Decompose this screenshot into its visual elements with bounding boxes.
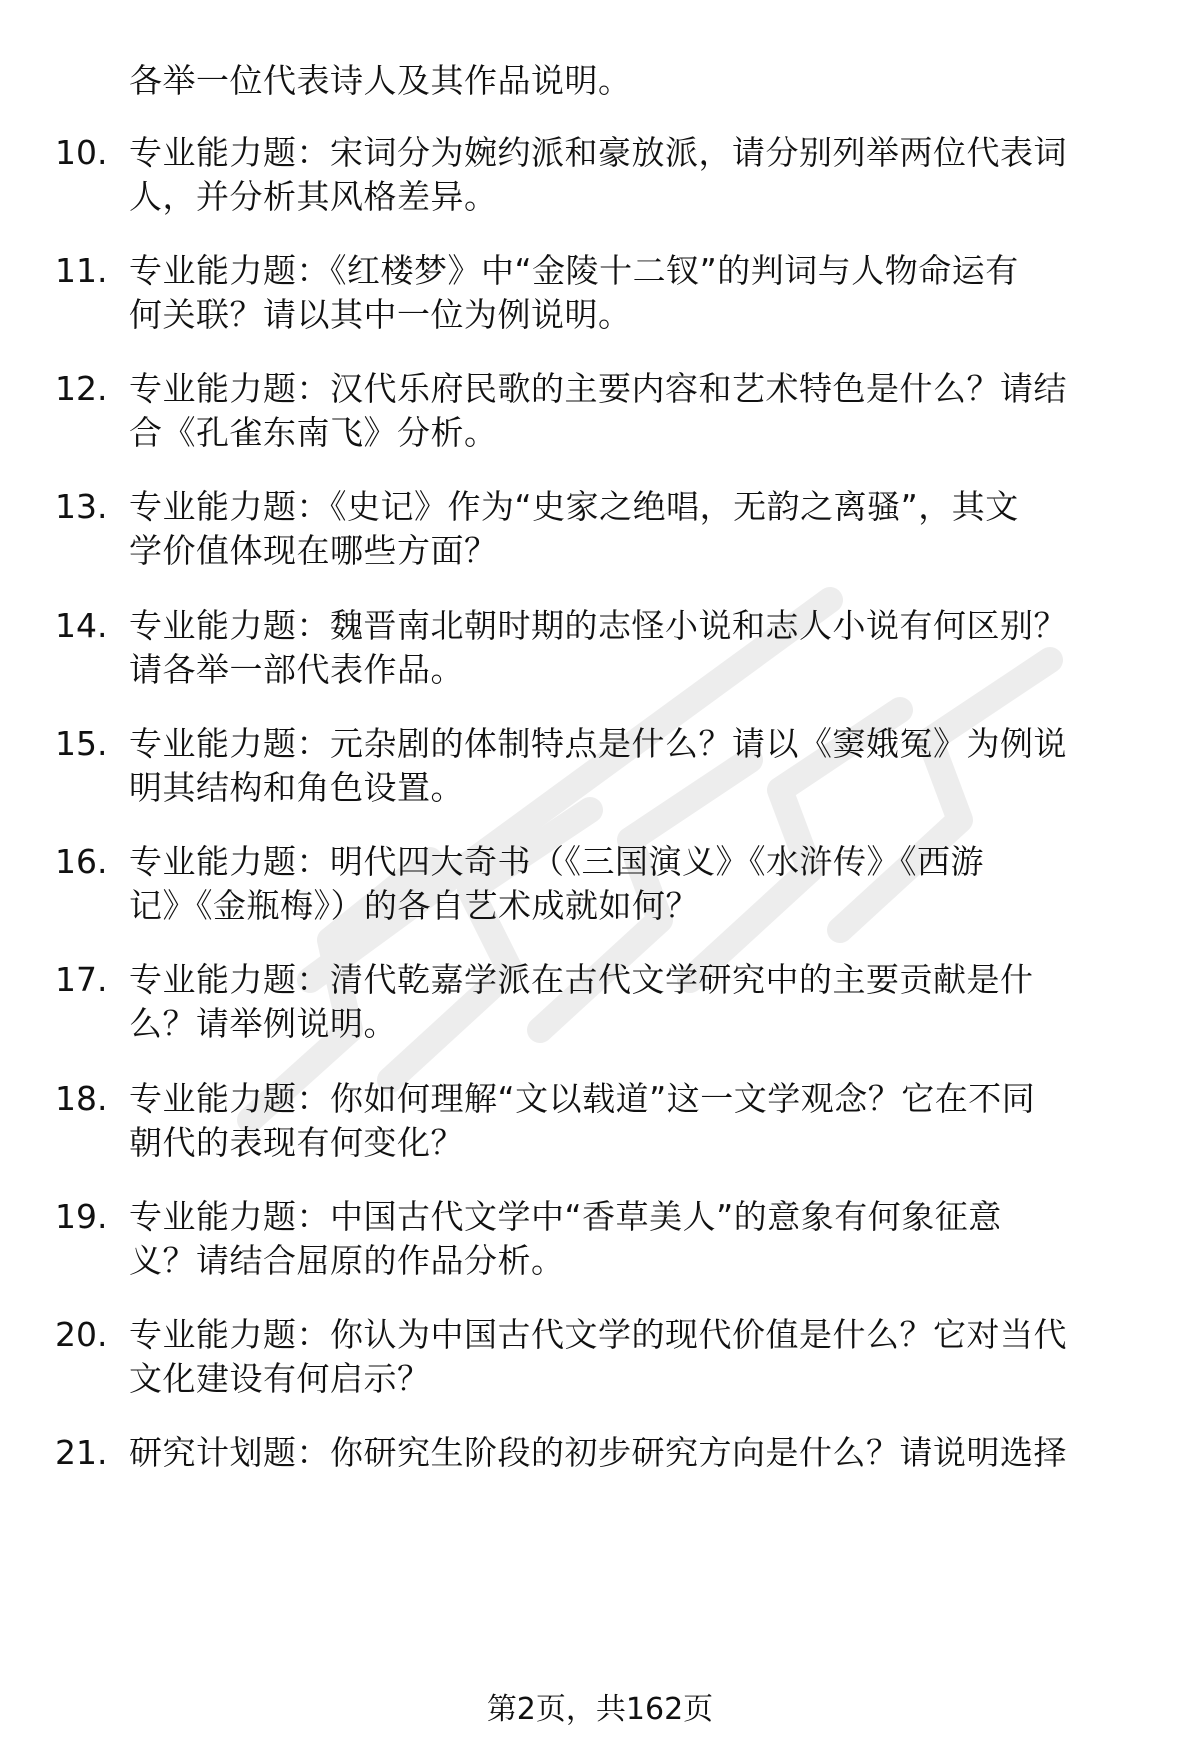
question-number: 19. xyxy=(55,1197,108,1236)
question-text-line: 专业能力题：宋词分为婉约派和豪放派，请分别列举两位代表词 xyxy=(129,133,1067,172)
question-text-line: 专业能力题：明代四大奇书（《三国演义》《水浒传》《西游 xyxy=(129,842,984,881)
question-text-line: 么？请举例说明。 xyxy=(129,1004,397,1043)
question-text-line: 朝代的表现有何变化？ xyxy=(129,1123,464,1162)
question-text-line: 义？请结合屈原的作品分析。 xyxy=(129,1241,565,1280)
question-text-line: 专业能力题：你认为中国古代文学的现代价值是什么？它对当代 xyxy=(129,1315,1067,1354)
question-number: 13. xyxy=(55,487,108,526)
question-text-line: 专业能力题：你如何理解“文以载道”这一文学观念？它在不同 xyxy=(129,1079,1036,1118)
question-text-line: 学价值体现在哪些方面？ xyxy=(129,531,498,570)
question-number: 12. xyxy=(55,369,108,408)
question-number: 10. xyxy=(55,133,108,172)
question-number: 14. xyxy=(55,606,108,645)
question-text-line: 合《孔雀东南飞》分析。 xyxy=(129,413,498,452)
question-text-line: 文化建设有何启示？ xyxy=(129,1359,431,1398)
question-number: 20. xyxy=(55,1315,108,1354)
question-number: 17. xyxy=(55,960,108,999)
question-text-line: 专业能力题：《史记》作为“史家之绝唱，无韵之离骚”，其文 xyxy=(129,487,1019,526)
question-text-line: 研究计划题：你研究生阶段的初步研究方向是什么？请说明选择 xyxy=(129,1433,1067,1472)
question-text-line: 请各举一部代表作品。 xyxy=(129,650,464,689)
question-text-line: 专业能力题：中国古代文学中“香草美人”的意象有何象征意 xyxy=(129,1197,1002,1236)
question-text-line: 专业能力题：汉代乐府民歌的主要内容和艺术特色是什么？请结 xyxy=(129,369,1067,408)
question-number: 16. xyxy=(55,842,108,881)
question-text-line: 专业能力题：魏晋南北朝时期的志怪小说和志人小说有何区别？ xyxy=(129,606,1067,645)
question-number: 21. xyxy=(55,1433,108,1472)
question-text-line: 人，并分析其风格差异。 xyxy=(129,177,498,216)
question-number: 18. xyxy=(55,1079,108,1118)
question-text-line: 专业能力题：元杂剧的体制特点是什么？请以《窦娥冤》为例说 xyxy=(129,724,1067,763)
question-number: 15. xyxy=(55,724,108,763)
question-text-line: 记》《金瓶梅》）的各自艺术成就如何？ xyxy=(129,886,699,925)
question-text-line: 专业能力题：《红楼梦》中“金陵十二钗”的判词与人物命运有 xyxy=(129,251,1019,290)
question-text-line: 各举一位代表诗人及其作品说明。 xyxy=(129,61,632,100)
question-text-line: 专业能力题：清代乾嘉学派在古代文学研究中的主要贡献是什 xyxy=(129,960,1034,999)
question-text-line: 何关联？请以其中一位为例说明。 xyxy=(129,295,632,334)
question-number: 11. xyxy=(55,251,108,290)
page-footer: 第2页，共162页 xyxy=(486,1692,714,1727)
question-text-line: 明其结构和角色设置。 xyxy=(129,768,464,807)
